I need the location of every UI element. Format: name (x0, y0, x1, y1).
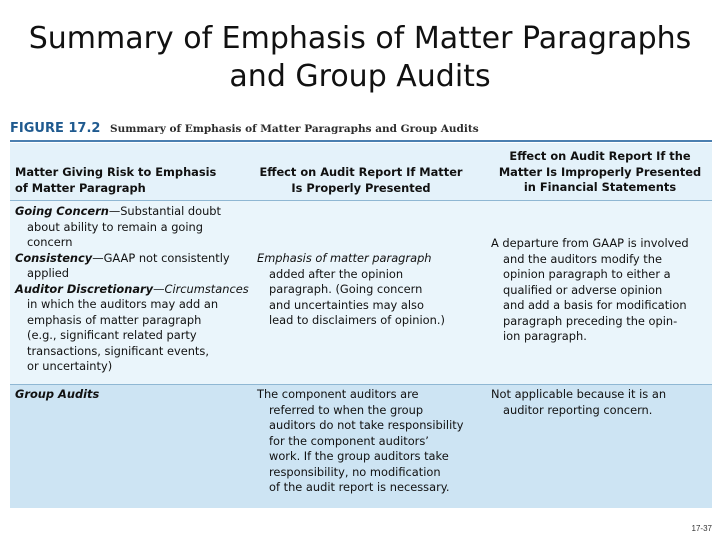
entry-line: concern (27, 235, 73, 249)
entry-line: (e.g., significant related party (27, 328, 197, 342)
slide-title (0, 20, 720, 96)
auditor-discretionary-text: —Circumstances (153, 281, 249, 296)
table-row-2-matter (15, 387, 99, 403)
term-group-audits: Group Audits (15, 387, 100, 401)
entry-line: ion paragraph. (503, 329, 587, 343)
entry-line: and uncertainties may also (269, 297, 424, 312)
entry-line: or uncertainty) (27, 359, 113, 373)
term-auditor-discretionary: Auditor Discretionary (15, 281, 154, 296)
entry-line: emphasis of matter paragraph (27, 312, 202, 327)
term-going-concern: Going Concern (15, 204, 109, 218)
entry-line: qualified or adverse opinion (503, 282, 663, 297)
figure-caption-text: Summary of Emphasis of Matter Paragraphs and Group Audits (110, 123, 479, 135)
table-row-2-proper (257, 387, 463, 496)
header-line: Is Properly Presented (291, 180, 431, 195)
entry-line: of the audit report is necessary. (269, 480, 450, 494)
header-line: Effect on Audit Report If Matter (259, 165, 463, 179)
entry-line: transactions, significant events, (27, 343, 209, 358)
entry-line: A departure from GAAP is involved (491, 236, 689, 250)
entry-line: work. If the group auditors take (269, 449, 449, 463)
figure-caption (10, 121, 712, 137)
header-cell-proper (250, 165, 472, 196)
header-cell-improper (488, 149, 712, 196)
entry-line: applied (27, 266, 70, 280)
entry-line: auditor reporting concern. (503, 402, 653, 417)
entry-line: in which the auditors may add an (27, 297, 219, 311)
entry-line (15, 387, 99, 403)
going-concern-entry (15, 204, 249, 220)
entry-line: auditors do not take responsibility (269, 418, 464, 432)
going-concern-text: —Substantial doubt (108, 204, 221, 218)
entry-line: about ability to remain a going (27, 219, 204, 234)
table-row-2-improper (491, 387, 666, 418)
entry-line: responsibility, no modification (269, 464, 441, 479)
entry-line: paragraph preceding the opin- (503, 313, 678, 328)
entry-line (257, 251, 445, 267)
table-row-1-matter (15, 204, 249, 375)
term-consistency: Consistency (15, 250, 93, 265)
header-line: in Financial Statements (523, 180, 677, 194)
entry-line: added after the opinion (269, 266, 404, 281)
entry-line: opinion paragraph to either a (503, 267, 671, 281)
header-line: Matter Is Improperly Presented (498, 164, 702, 179)
header-line: Effect on Audit Report If the (509, 149, 691, 163)
consistency-entry (15, 251, 249, 267)
table-row-1-proper (257, 251, 445, 329)
page-number: 17-37 (691, 524, 712, 533)
entry-line: and add a basis for modification (503, 298, 687, 312)
table-row-1-improper (491, 236, 689, 345)
header-line: Matter Giving Risk to Emphasis (15, 165, 217, 179)
entry-line: referred to when the group (269, 402, 424, 417)
row-divider (10, 200, 712, 201)
slide-title-line: Summary of Emphasis of Matter Paragraphs (28, 21, 692, 56)
row-divider (10, 384, 712, 385)
entry-line: The component auditors are (257, 387, 419, 401)
entry-line: lead to disclaimers of opinion.) (269, 313, 445, 327)
entry-line: Not applicable because it is an (491, 387, 667, 401)
slide-title-line: and Group Audits (229, 59, 491, 94)
term-emphasis-of-matter: Emphasis of matter paragraph (257, 251, 432, 265)
header-line: of Matter Paragraph (15, 180, 146, 195)
entry-line: and the auditors modify the (503, 251, 662, 266)
summary-table (10, 143, 712, 508)
entry-line: for the component auditors’ (269, 433, 429, 448)
header-cell-matter (15, 165, 216, 196)
caption-divider (10, 140, 712, 142)
figure-label: FIGURE 17.2 (10, 121, 101, 136)
entry-line: paragraph. (Going concern (269, 282, 423, 296)
auditor-discretionary-entry (15, 282, 249, 298)
consistency-text: —GAAP not consistently (92, 250, 230, 265)
